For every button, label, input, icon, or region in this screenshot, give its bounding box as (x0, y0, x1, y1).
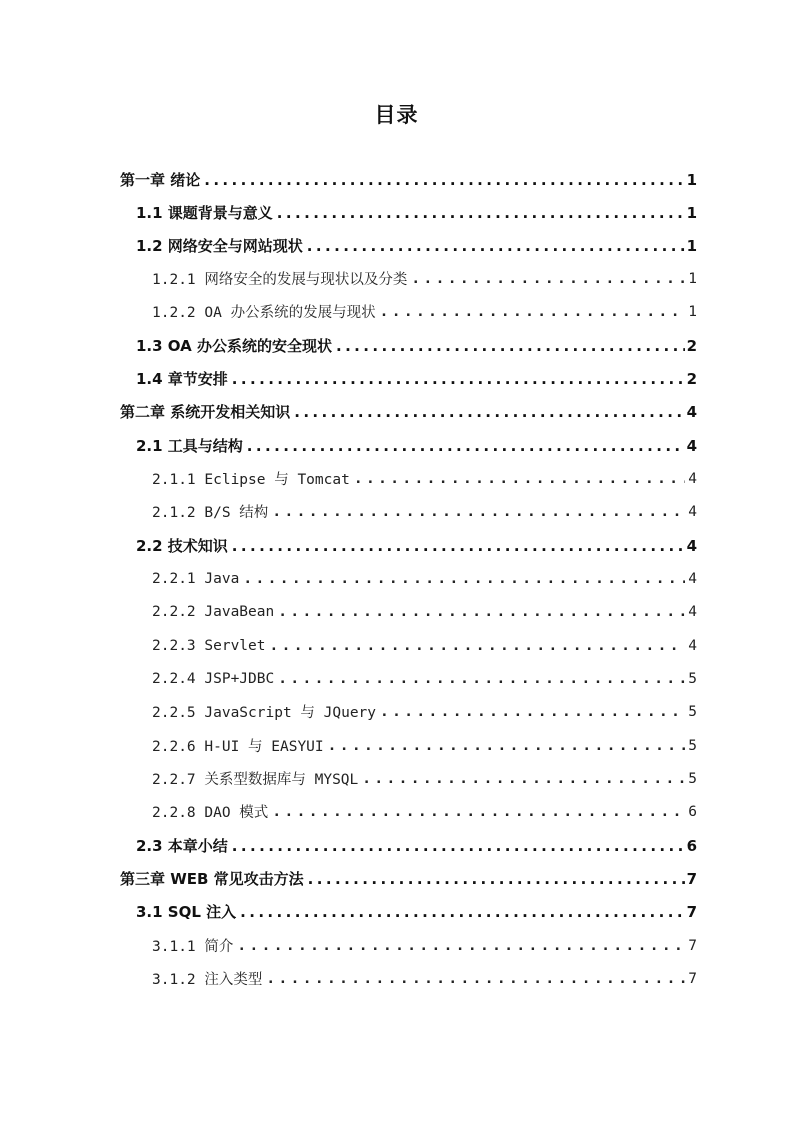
toc-entry-chapter-3[interactable] (120, 862, 697, 895)
toc-entry-2-1-1[interactable] (152, 462, 697, 495)
toc-entry-2-1-2[interactable] (152, 495, 697, 528)
toc-dot-leader (278, 603, 685, 621)
toc-page-number: 2 (686, 336, 697, 355)
toc-entry-label: 1.2 网络安全与网站现状 (136, 237, 303, 255)
toc-entry-label: 2.2.2 JavaBean (152, 603, 275, 620)
toc-entry-label: 2.2.3 Servlet (152, 637, 266, 654)
toc-dot-leader (328, 737, 685, 755)
toc-entry-2-2-2[interactable] (152, 595, 697, 628)
toc-entry-label: 2.1 工具与结构 (136, 437, 243, 455)
toc-entry-label: 2.1.1 Eclipse 与 Tomcat (152, 472, 350, 488)
toc-entry-chapter-2[interactable] (120, 395, 697, 428)
toc-page-number: 1 (686, 170, 697, 189)
toc-dot-leader (380, 303, 685, 321)
toc-entry-label: 3.1 SQL 注入 (136, 903, 237, 921)
toc-page-number: 4 (688, 603, 697, 620)
toc-entry-2-2-8[interactable] (152, 795, 697, 828)
toc-entry-label: 1.4 章节安排 (136, 370, 228, 388)
toc-entry-label: 2.2.7 关系型数据库与 MYSQL (152, 772, 359, 788)
toc-entry-2-3[interactable] (136, 829, 697, 862)
toc-page-number: 7 (686, 869, 697, 888)
toc-entry-label: 2.2.4 JSP+JDBC (152, 670, 275, 687)
toc-entry-3-1-2[interactable] (152, 962, 697, 995)
toc-dot-leader (266, 970, 685, 988)
toc-dot-leader (308, 870, 685, 888)
toc-entry-2-2-4[interactable] (152, 662, 697, 695)
toc-dot-leader (204, 171, 684, 189)
toc-entry-2-2-1[interactable] (152, 562, 697, 595)
page-title: 目录 (374, 103, 419, 127)
toc-entry-chapter-1[interactable] (120, 163, 697, 196)
toc-page-number: 4 (686, 436, 697, 455)
toc-dot-leader (232, 370, 685, 388)
toc-entry-label: 1.2.2 OA 办公系统的发展与现状 (152, 305, 376, 321)
toc-page-number: 5 (688, 770, 697, 787)
toc-entry-1-1[interactable] (136, 196, 697, 229)
toc-page-number: 5 (688, 670, 697, 687)
toc-entry-2-2-6[interactable] (152, 729, 697, 762)
toc-page-number: 1 (686, 236, 697, 255)
toc-entry-2-1[interactable] (136, 429, 697, 462)
toc-dot-leader (362, 770, 685, 788)
toc-entry-1-4[interactable] (136, 362, 697, 395)
toc-entry-2-2-5[interactable] (152, 695, 697, 728)
toc-dot-leader (270, 637, 686, 655)
toc-page-number: 7 (686, 902, 697, 921)
toc-page-number: 6 (686, 836, 697, 855)
toc-dot-leader (272, 803, 685, 821)
toc-entry-label: 2.3 本章小结 (136, 837, 228, 855)
toc-entry-label: 2.2.5 JavaScript 与 JQuery (152, 705, 377, 721)
toc-dot-leader (232, 537, 685, 555)
toc-dot-leader (277, 204, 685, 222)
toc-page-number: 4 (686, 402, 697, 421)
toc-entry-1-3[interactable] (136, 329, 697, 362)
toc-page-number: 4 (688, 637, 697, 654)
toc-entry-label: 第一章 绪论 (120, 171, 201, 189)
toc-entry-3-1-1[interactable] (152, 929, 697, 962)
toc-dot-leader (380, 703, 685, 721)
toc-dot-leader (354, 470, 685, 488)
toc-entry-label: 2.2.6 H-UI 与 EASYUI (152, 739, 324, 755)
toc-page-number: 1 (688, 303, 697, 320)
toc-page-number: 7 (688, 937, 697, 954)
toc-page-number: 1 (686, 203, 697, 222)
toc-entry-label: 1.3 OA 办公系统的安全现状 (136, 337, 332, 355)
toc-entry-2-2-7[interactable] (152, 762, 697, 795)
toc-entry-3-1[interactable] (136, 895, 697, 928)
toc-page-number: 1 (688, 270, 697, 287)
toc-dot-leader (243, 570, 685, 588)
toc-page-number: 4 (688, 503, 697, 520)
toc-dot-leader (411, 270, 685, 288)
toc-entry-2-2-3[interactable] (152, 629, 697, 662)
toc-dot-leader (272, 503, 685, 521)
toc-page-number: 6 (688, 803, 697, 820)
toc-page-number: 4 (688, 570, 697, 587)
toc-entry-label: 3.1.1 简介 (152, 939, 234, 955)
toc-dot-leader (240, 903, 684, 921)
toc-dot-leader (294, 403, 684, 421)
toc-entry-1-2[interactable] (136, 229, 697, 262)
toc-page-number: 4 (688, 470, 697, 487)
toc-entry-1-2-2[interactable] (152, 295, 697, 328)
toc-page-number: 2 (686, 369, 697, 388)
toc-page-number: 5 (688, 703, 697, 720)
toc-entry-label: 3.1.2 注入类型 (152, 972, 263, 988)
toc-dot-leader (307, 237, 685, 255)
toc-dot-leader (232, 837, 685, 855)
toc-page-number: 4 (686, 536, 697, 555)
toc-dot-leader (336, 337, 685, 355)
toc-page-number: 5 (688, 737, 697, 754)
toc-entry-label: 1.1 课题背景与意义 (136, 204, 273, 222)
toc-entry-label: 第二章 系统开发相关知识 (120, 403, 291, 421)
toc-entry-1-2-1[interactable] (152, 262, 697, 295)
toc-entry-label: 2.2 技术知识 (136, 537, 228, 555)
toc-entry-label: 2.1.2 B/S 结构 (152, 505, 269, 521)
toc-entry-label: 第三章 WEB 常见攻击方法 (120, 870, 304, 888)
toc-page-number: 7 (688, 970, 697, 987)
toc-dot-leader (247, 437, 685, 455)
toc-entry-label: 2.2.8 DAO 模式 (152, 805, 269, 821)
toc-entry-label: 2.2.1 Java (152, 570, 240, 587)
toc-entry-2-2[interactable] (136, 529, 697, 562)
toc-dot-leader (237, 937, 685, 955)
toc-entry-label: 1.2.1 网络安全的发展与现状以及分类 (152, 272, 408, 288)
toc-dot-leader (278, 670, 685, 688)
